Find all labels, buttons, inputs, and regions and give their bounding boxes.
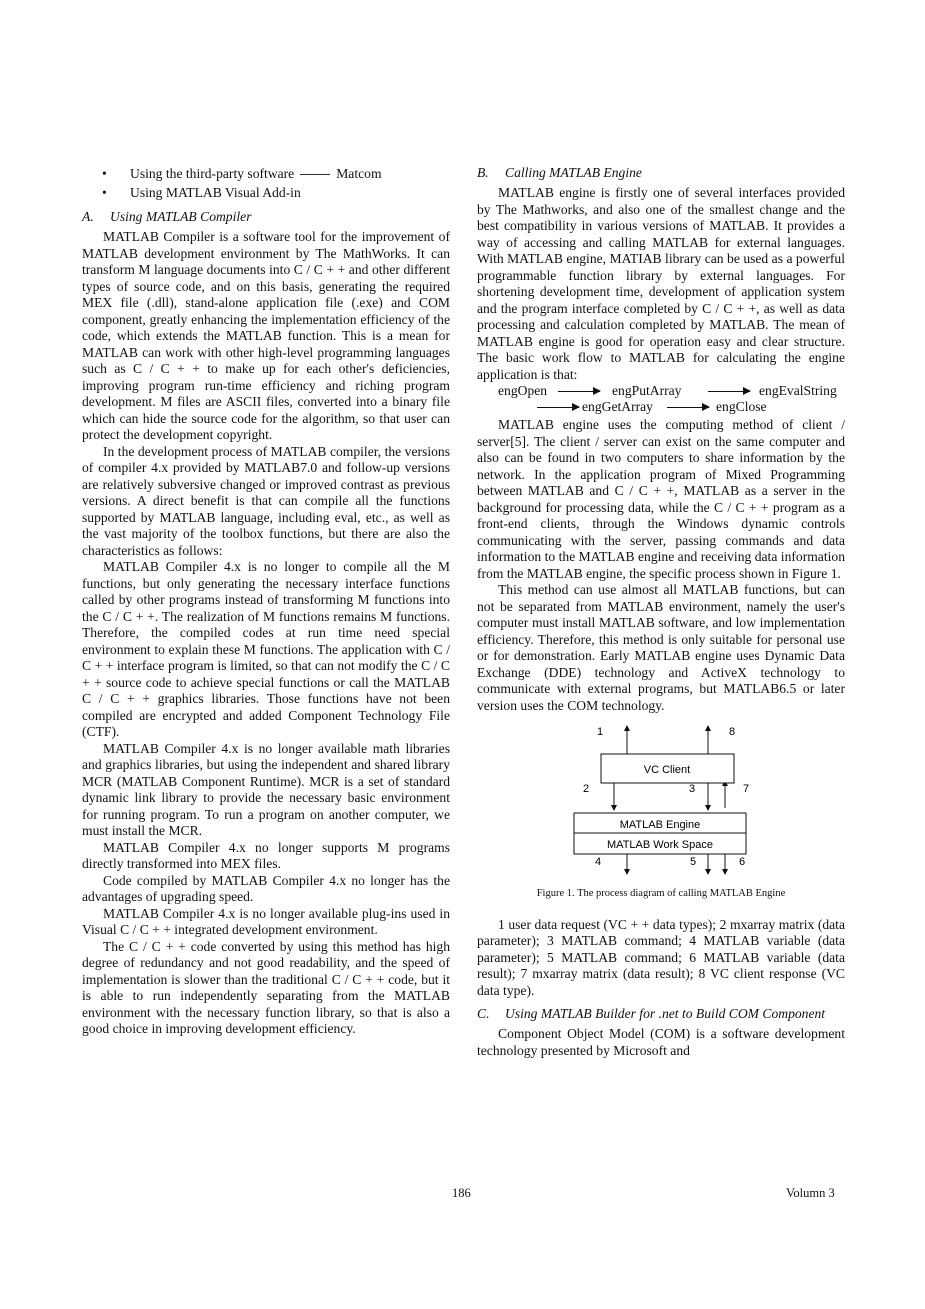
left-column bbox=[82, 164, 450, 1038]
paragraph: Code compiled by MATLAB Compiler 4.x no longer has the advantages of upgrading speed. bbox=[82, 872, 450, 904]
paragraph: MATLAB engine is firstly one of several interfaces provided by The Mathworks, and also one of the smallest change and the best compatibility in various versions of MATLAB. It provides a way of accessing and calling MATLAB for external languages. With MATLAB engine, MATIAB library can be used as a powerful programmable function library by external languages. For shortening development time, development of application system and the program interface completed by C / C + +, as well as data processing and calculation completed by MATLAB. The mean of MATLAB engine is good for operation easy and clear structure. The basic work flow to MATLAB for calculating the engine application is that: bbox=[477, 185, 845, 382]
section-title: Calling MATLAB Engine bbox=[505, 165, 642, 180]
bullet-dot-icon: • bbox=[102, 185, 107, 200]
bullet-item bbox=[82, 164, 450, 183]
matlab-engine-label: MATLAB Engine bbox=[619, 819, 701, 831]
workflow-step: engGetArray bbox=[582, 399, 653, 414]
bullet-dot-icon: • bbox=[102, 166, 107, 181]
arrow-right-icon bbox=[667, 407, 709, 408]
step-label: 8 bbox=[729, 726, 736, 738]
step-label: 7 bbox=[743, 783, 750, 795]
paragraph: This method can use almost all MATLAB functions, but can not be separated from MATLAB environment, namely the user's computer must install MATLAB software, and low implementation efficiency. Therefore, this method is only suitable for personal use or for demonstration. Early MATLAB engine uses Dynamic Data Exchange (DDE) technology and ActiveX technology to communicate with external programs, but MATLAB6.5 or later version uses the COM technology. bbox=[477, 582, 845, 713]
paragraph: Component Object Model (COM) is a software development technology presented by Microsoft and bbox=[477, 1026, 845, 1058]
workflow-step: engClose bbox=[716, 399, 767, 414]
volume-label: Volumn 3 bbox=[786, 1186, 835, 1200]
bullet-item bbox=[82, 183, 450, 202]
paragraph: 1 user data request (VC + + data types); 2 mxarray matrix (data parameter); 3 MATLAB command; 4 MATLAB variable (data parameter); 5 MATLAB command; 6 MATLAB variable (data result); 7 mxarray matrix (data result); 8 VC client response (VC data type). bbox=[477, 916, 845, 998]
section-number: C. bbox=[477, 1006, 490, 1021]
em-dash-icon bbox=[300, 174, 330, 175]
workflow-step: engOpen bbox=[498, 383, 548, 398]
paragraph: MATLAB engine uses the computing method of client / server[5]. The client / server can exist on the same computer and also can be found in two computers to share information by the network. In the application program of Mixed Programming between MATLAB and C / C + +, MATLAB as a server in the background for processing data, while the C / C + + program as a front-end clients, through the Windows dynamic controls communicating with the server, passing commands and data information to the MATLAB engine and receiving data information from the MATLAB engine, the specific process shown in Figure 1. bbox=[477, 417, 845, 581]
workflow-step: engPutArray bbox=[612, 383, 682, 398]
section-number: A. bbox=[82, 209, 94, 224]
step-label: 1 bbox=[597, 726, 604, 738]
step-label: 3 bbox=[689, 783, 696, 795]
bullet-text: Using MATLAB Visual Add-in bbox=[130, 185, 301, 200]
workflow-step: engEvalString bbox=[759, 383, 837, 398]
section-heading-b bbox=[477, 164, 845, 181]
paragraph: MATLAB Compiler 4.x is no longer available math libraries and graphics libraries, but using the independent and shared library MCR (MATLAB Component Runtime). MCR is a set of standard dynamic link library to provide the necessary basic environment for running program. To run a program on another computer, we must install the MCR. bbox=[82, 740, 450, 838]
figure-1 bbox=[477, 724, 845, 876]
section-number: B. bbox=[477, 165, 489, 180]
bullet-text: Using the third-party software bbox=[130, 166, 295, 181]
step-label: 5 bbox=[690, 856, 697, 868]
arrow-right-icon bbox=[537, 407, 579, 408]
step-label: 6 bbox=[739, 856, 746, 868]
workspace-label: MATLAB Work Space bbox=[607, 839, 713, 851]
bullet-text-suffix: Matcom bbox=[336, 166, 382, 181]
step-label: 4 bbox=[595, 856, 602, 868]
section-heading-c bbox=[477, 1005, 845, 1022]
paragraph: In the development process of MATLAB compiler, the versions of compiler 4.x provided by MATLAB7.0 and follow-up versions are relatively subversive changed or improved contrast as previous versions. A direct benefit is that can compile all the functions supported by MATLAB language, including eval, etc., as well as the vast majority of the toolbox functions, but there are also the characteristics as follows: bbox=[82, 443, 450, 558]
paragraph: MATLAB Compiler 4.x is no longer available plug-ins used in Visual C / C + + integrated development environment. bbox=[82, 905, 450, 937]
figure-caption: Figure 1. The process diagram of calling MATLAB Engine bbox=[536, 888, 786, 899]
section-title: Using MATLAB Compiler bbox=[110, 209, 252, 224]
section-heading-a bbox=[82, 208, 450, 225]
page-number: 186 bbox=[452, 1186, 471, 1200]
arrow-right-icon bbox=[708, 391, 750, 392]
paragraph: MATLAB Compiler 4.x is no longer to compile all the M functions, but only generating the necessary interface functions called by other programs instead of transforming M functions into the C / C + +. The realization of M functions remains M functions. Therefore, the compiled codes at run time need special environment to explain these M functions. The application with C / C + + interface program is limited, so that can not modify the C / C + + source code to achieve special functions or call the MATLAB C / C + + graphics libraries. Those functions have not been compiled are encrypted and added Component Technology File (CTF). bbox=[82, 559, 450, 739]
paragraph: MATLAB Compiler 4.x no longer supports M programs directly transformed into MEX files. bbox=[82, 839, 450, 871]
paragraph: The C / C + + code converted by using this method has high degree of redundancy and not good readability, and the speed of implementation is slower than the traditional C / C + + code, but it is able to run independently separating from the MATLAB environment with the necessary function library, so that is also a good choice in improving development efficiency. bbox=[82, 938, 450, 1036]
right-column bbox=[477, 164, 845, 1059]
engine-workflow bbox=[477, 383, 845, 417]
paragraph: MATLAB Compiler is a software tool for the improvement of MATLAB development environment by The MathWorks. It can transform M language documents into C / C + + and other different types of source code, and on this basis, generating the required MEX file (.dll), stand-alone application file (.exe) and COM component, greatly enhancing the implementation efficiency of the code, which extends the MATLAB function. This is a mean for MATLAB can work with other high-level programming languages such as C / C + + to make up for each other's deficiencies, improving program run-time efficiency and riching program development. M files are ASCII files, converted into a binary file which can hide the source code for the algorithm, so that user can protect the development copyright. bbox=[82, 229, 450, 442]
step-label: 2 bbox=[583, 783, 590, 795]
vc-client-label: VC Client bbox=[643, 764, 691, 776]
engine-process-diagram bbox=[569, 724, 759, 876]
section-title: Using MATLAB Builder for .net to Build COM Component bbox=[505, 1006, 826, 1021]
arrow-right-icon bbox=[558, 391, 600, 392]
